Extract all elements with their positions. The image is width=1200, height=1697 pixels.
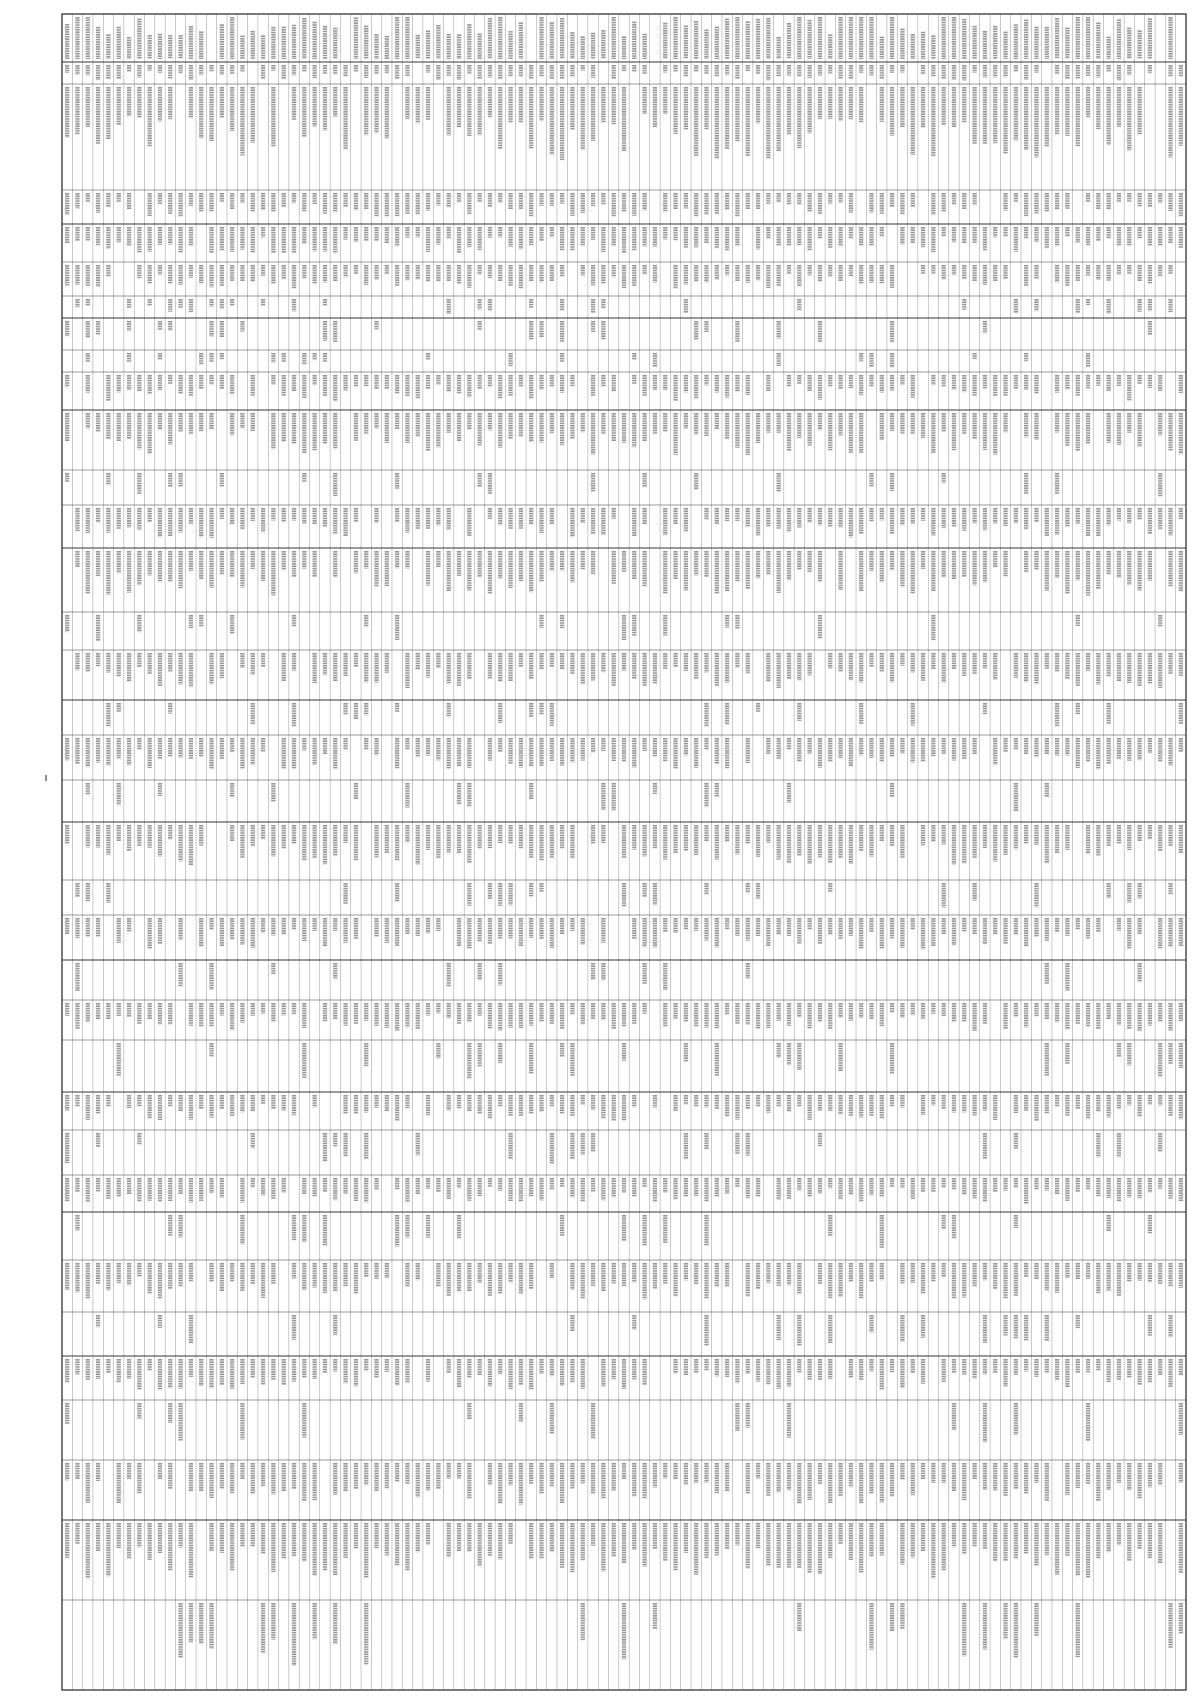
cell-text-layer — [67, 17, 1181, 1666]
